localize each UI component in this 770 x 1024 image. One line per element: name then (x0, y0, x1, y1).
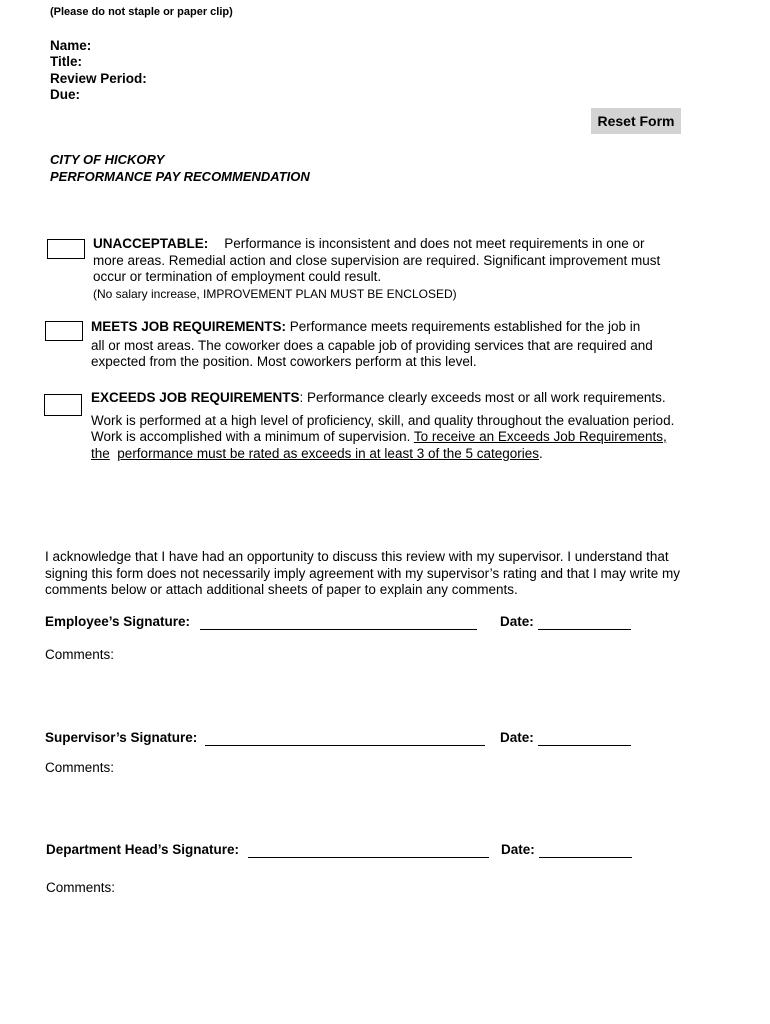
title-label: Title: (50, 54, 83, 69)
notice-text: (Please do not staple or paper clip) (50, 6, 233, 18)
department-head-signature-label: Department Head’s Signature: (46, 842, 240, 857)
department-head-comments-label: Comments: (46, 880, 116, 895)
unacceptable-line3: occur or termination of employment could result. (93, 269, 382, 284)
exceeds-requirement-note-cont-a: the (91, 445, 110, 461)
name-label: Name: (50, 38, 92, 53)
reset-form-button[interactable]: Reset Form (591, 108, 681, 134)
exceeds-requirement-note-cont-b: performance must be rated as exceeds in at least 3 of the 5 categories (117, 445, 540, 461)
employee-signature-field[interactable] (200, 614, 477, 630)
employee-date-label: Date: (500, 614, 534, 629)
unacceptable-line2: more areas. Remedial action and close supervision are required. Significant improvement must (93, 252, 661, 268)
unacceptable-note: (No salary increase, IMPROVEMENT PLAN MUST BE ENCLOSED) (93, 286, 457, 301)
form-title: PERFORMANCE PAY RECOMMENDATION (50, 169, 310, 184)
exceeds-line3: Work is accomplished with a minimum of supervision. (91, 429, 414, 444)
review-period-label: Review Period: (50, 71, 147, 86)
employee-signature-label: Employee’s Signature: (45, 614, 191, 629)
meets-line3: expected from the position. Most coworkers perform at this level. (91, 354, 477, 369)
supervisor-date-field[interactable] (538, 730, 631, 746)
department-head-signature-field[interactable] (248, 842, 489, 858)
supervisor-signature-label: Supervisor’s Signature: (45, 730, 198, 745)
unacceptable-checkbox[interactable] (47, 239, 85, 259)
acknowledgement-text (45, 549, 680, 599)
due-label: Due: (50, 87, 80, 102)
meets-description (91, 319, 653, 371)
city-name: CITY OF HICKORY (50, 152, 165, 167)
exceeds-line2: Work is performed at a high level of proficiency, skill, and quality throughout the evaluation period. (91, 412, 675, 428)
exceeds-line1: : Performance clearly exceeds most or all work requirements. (299, 390, 666, 405)
supervisor-date-label: Date: (500, 730, 534, 745)
unacceptable-description (93, 236, 660, 302)
meets-checkbox[interactable] (45, 321, 83, 341)
meets-line2: all or most areas. The coworker does a capable job of providing services that are required and (91, 337, 653, 353)
meets-line1: Performance meets requirements established for the job in (289, 319, 641, 334)
unacceptable-heading: UNACCEPTABLE: (93, 236, 209, 251)
exceeds-heading: EXCEEDS JOB REQUIREMENTS (91, 390, 300, 405)
supervisor-comments-label: Comments: (45, 760, 115, 775)
meets-heading: MEETS JOB REQUIREMENTS: (91, 319, 287, 334)
department-head-date-label: Date: (501, 842, 535, 857)
employee-comments-label: Comments: (45, 647, 115, 662)
exceeds-checkbox[interactable] (44, 394, 82, 416)
acknowledgement-line1: I acknowledge that I have had an opportunity to discuss this review with my supervisor. I understand that (45, 549, 669, 564)
exceeds-requirement-note: To receive an Exceeds Job Requirements, (413, 429, 667, 444)
unacceptable-line1: Performance is inconsistent and does not meet requirements in one or (224, 236, 645, 251)
exceeds-period: . (539, 445, 543, 461)
supervisor-signature-field[interactable] (205, 730, 485, 746)
exceeds-description (91, 390, 674, 462)
department-head-date-field[interactable] (539, 842, 632, 858)
employee-date-field[interactable] (538, 614, 631, 630)
acknowledgement-line3: comments below or attach additional sheets of paper to explain any comments. (45, 582, 518, 597)
acknowledgement-line2: signing this form does not necessarily imply agreement with my supervisor’s rating and that I may write my (45, 565, 681, 581)
